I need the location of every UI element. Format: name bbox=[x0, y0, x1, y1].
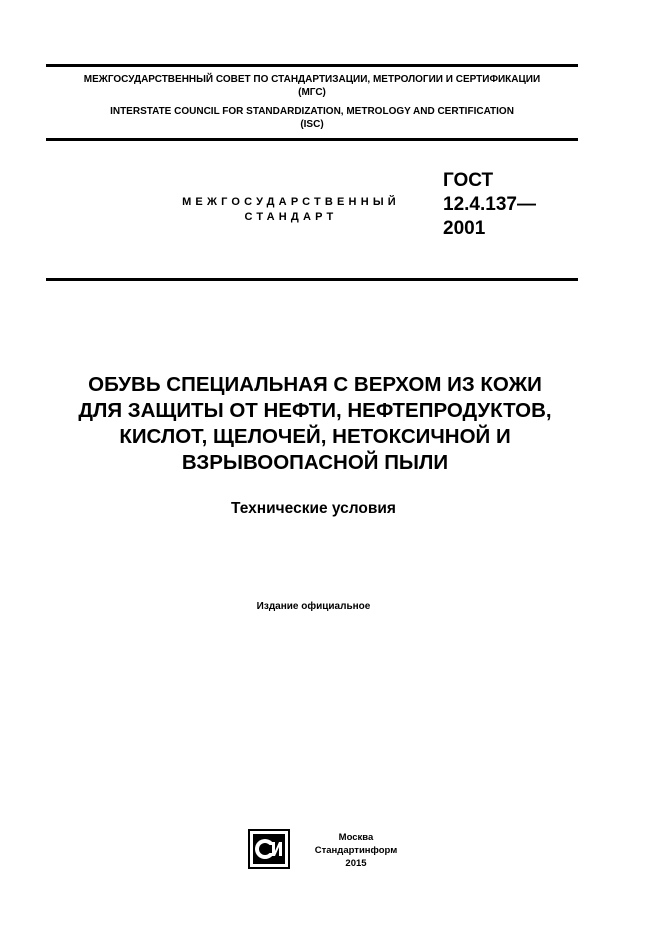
document-subtitle: Технические условия bbox=[231, 500, 396, 517]
standard-label-line1: МЕЖГОСУДАРСТВЕННЫЙ bbox=[182, 196, 400, 208]
gost-code-line2: 12.4.137— bbox=[443, 194, 536, 215]
council-abbr-ru: (МГС) bbox=[298, 87, 326, 98]
header-rule bbox=[46, 138, 578, 141]
publisher-city: Москва bbox=[338, 832, 374, 843]
designation-rule bbox=[46, 278, 578, 281]
document-title-line4: ВЗРЫВООПАСНОЙ ПЫЛИ bbox=[181, 451, 449, 474]
publisher-name: Стандартинформ bbox=[314, 845, 398, 856]
gost-code-line3: 2001 bbox=[443, 218, 486, 239]
document-title-line1: ОБУВЬ СПЕЦИАЛЬНАЯ С ВЕРХОМ ИЗ КОЖИ bbox=[88, 373, 542, 396]
document-title-line3: КИСЛОТ, ЩЕЛОЧЕЙ, НЕТОКСИЧНОЙ И bbox=[119, 425, 511, 448]
standartinform-logo-icon bbox=[248, 829, 290, 869]
publisher-year: 2015 bbox=[345, 858, 367, 869]
council-abbr-en: (ISC) bbox=[300, 119, 324, 130]
edition-note: Издание официальное bbox=[256, 601, 371, 612]
council-name-en: INTERSTATE COUNCIL FOR STANDARDIZATION, METROLOGY AND CERTIFICATION bbox=[110, 106, 514, 117]
standard-label-line2: СТАНДАРТ bbox=[244, 211, 338, 223]
document-title-line2: ДЛЯ ЗАЩИТЫ ОТ НЕФТИ, НЕФТЕПРОДУКТОВ, bbox=[78, 399, 552, 422]
council-name-ru: МЕЖГОСУДАРСТВЕННЫЙ СОВЕТ ПО СТАНДАРТИЗАЦИИ, МЕТРОЛОГИИ И СЕРТИФИКАЦИИ bbox=[83, 74, 541, 85]
top-rule bbox=[46, 64, 578, 67]
gost-code-line1: ГОСТ bbox=[443, 170, 494, 191]
